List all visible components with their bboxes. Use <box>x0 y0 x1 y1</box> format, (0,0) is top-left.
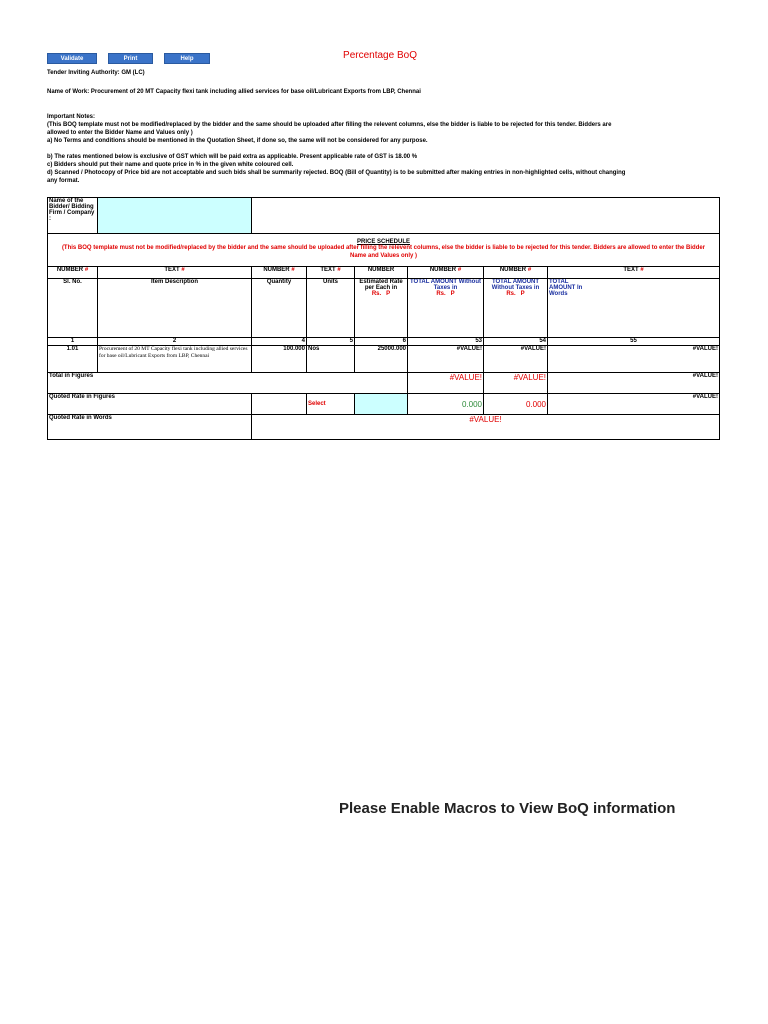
item-rate: 25000.000 <box>355 346 408 373</box>
col-number: 2 <box>98 338 252 346</box>
type-cell: NUMBER # <box>408 267 484 279</box>
type-cell: NUMBER <box>355 267 408 279</box>
header-qty: Quantity <box>252 279 307 338</box>
col-number: 4 <box>252 338 307 346</box>
quoted-figures-amount-2: 0.000 <box>484 394 548 415</box>
col-number: 55 <box>548 338 720 346</box>
quoted-figures-row <box>48 394 720 415</box>
item-words: #VALUE! <box>548 346 720 373</box>
type-cell: NUMBER # <box>48 267 98 279</box>
note-line-1: (This BOQ template must not be modified/replaced by the bidder and the same should be uploaded after filling the relevent columns, else the bidder is liable to be rejected for this tender. Bidders are <box>47 122 612 128</box>
item-qty: 100.000 <box>252 346 307 373</box>
bidder-name-input[interactable] <box>98 198 252 234</box>
price-schedule-cell <box>48 234 720 267</box>
header-row <box>48 279 720 338</box>
col-number: 6 <box>355 338 408 346</box>
col-number: 54 <box>484 338 548 346</box>
header-total-2: TOTAL AMOUNT Without Taxes in Rs. P <box>484 279 548 338</box>
note-line-2: allowed to enter the Bidder Name and Values only ) <box>47 130 193 136</box>
note-line-4: b) The rates mentioned below is exclusive of GST which will be paid extra as applicable. Present applicable rate of GST is 18.00 % <box>47 154 418 160</box>
col-number: 1 <box>48 338 98 346</box>
header-units: Units <box>307 279 355 338</box>
item-desc: Procurement of 20 MT Capacity flexi tank including allied services for base oil/Lubricant Exports from LBP, Chennai <box>98 346 252 373</box>
quoted-words-value: #VALUE! <box>252 415 720 440</box>
price-schedule-note: (This BOQ template must not be modified/replaced by the bidder and the same should be uploaded after filling the relevent columns, else the bidder is liable to be rejected for this tender. Bidders are allowed to enter the Bidder Name and Values only ) <box>61 245 706 259</box>
header-sl: Sl. No. <box>48 279 98 338</box>
total-figures-blank <box>98 373 408 394</box>
price-schedule-heading: PRICE SCHEDULE <box>356 239 410 245</box>
col-number: 53 <box>408 338 484 346</box>
tender-authority: Tender Inviting Authority: GM (LC) <box>47 70 145 76</box>
boq-table <box>47 197 720 440</box>
item-sl: 1.01 <box>48 346 98 373</box>
note-line-5: c) Bidders should put their name and quote price in % in the given white coloured cell. <box>47 162 294 168</box>
type-cell: NUMBER # <box>252 267 307 279</box>
notes-heading: Important Notes: <box>47 114 95 120</box>
note-line-6: d) Scanned / Photocopy of Price bid are not acceptable and such bids shall be summarily rejected. BOQ (Bill of Quantity) is to be submitted after making entries in non-highlighted cells, without changing <box>47 170 626 176</box>
type-cell: TEXT # <box>98 267 252 279</box>
quoted-words-row <box>48 415 720 440</box>
total-figures-amount: #VALUE! <box>408 373 484 394</box>
type-cell: NUMBER # <box>484 267 548 279</box>
name-of-work: Name of Work: Procurement of 20 MT Capacity flexi tank including allied services for base oil/Lubricant Exports from LBP, Chennai <box>47 89 421 95</box>
header-desc: Item Description <box>98 279 252 338</box>
bidder-name-label: Name of the Bidder/ Bidding Firm / Company : <box>48 198 98 234</box>
header-est: Estimated Rate per Each in Rs. P <box>355 279 408 338</box>
page-title: Percentage BoQ <box>343 50 417 61</box>
col-number: 5 <box>307 338 355 346</box>
column-number-row <box>48 338 720 346</box>
note-line-3: a) No Terms and conditions should be mentioned in the Quotation Sheet, if done so, the same will not be considered for any purpose. <box>47 138 428 144</box>
enable-macros-message: Please Enable Macros to View BoQ information <box>339 800 676 817</box>
item-amount-2: #VALUE! <box>484 346 548 373</box>
note-line-7: any format. <box>47 178 80 184</box>
quoted-figures-label: Quoted Rate in Figures <box>48 394 98 415</box>
total-figures-label: Total in Figures <box>48 373 98 394</box>
header-total: TOTAL AMOUNT Without Taxes in Rs. P <box>408 279 484 338</box>
quoted-words-label: Quoted Rate in Words <box>48 415 98 440</box>
quoted-select-dropdown[interactable]: Select <box>307 394 355 415</box>
type-row <box>48 267 720 279</box>
quoted-figures-blank <box>98 394 252 415</box>
total-figures-amount-2: #VALUE! <box>484 373 548 394</box>
item-units: Nos <box>307 346 355 373</box>
quoted-figures-blank-2 <box>252 394 307 415</box>
type-cell: TEXT # <box>307 267 355 279</box>
help-button[interactable]: Help <box>164 53 210 64</box>
quoted-figures-amount: 0.000 <box>408 394 484 415</box>
bidder-blank <box>252 198 720 234</box>
item-row <box>48 346 720 373</box>
quoted-words-blank <box>98 415 252 440</box>
quoted-rate-input[interactable] <box>355 394 408 415</box>
validate-button[interactable]: Validate <box>47 53 97 64</box>
quoted-figures-words: #VALUE! <box>548 394 720 415</box>
type-cell: TEXT # <box>548 267 720 279</box>
print-button[interactable]: Print <box>108 53 153 64</box>
total-figures-words: #VALUE! <box>548 373 720 394</box>
total-figures-row <box>48 373 720 394</box>
item-amount: #VALUE! <box>408 346 484 373</box>
header-words: TOTAL AMOUNT In Words <box>548 279 720 338</box>
